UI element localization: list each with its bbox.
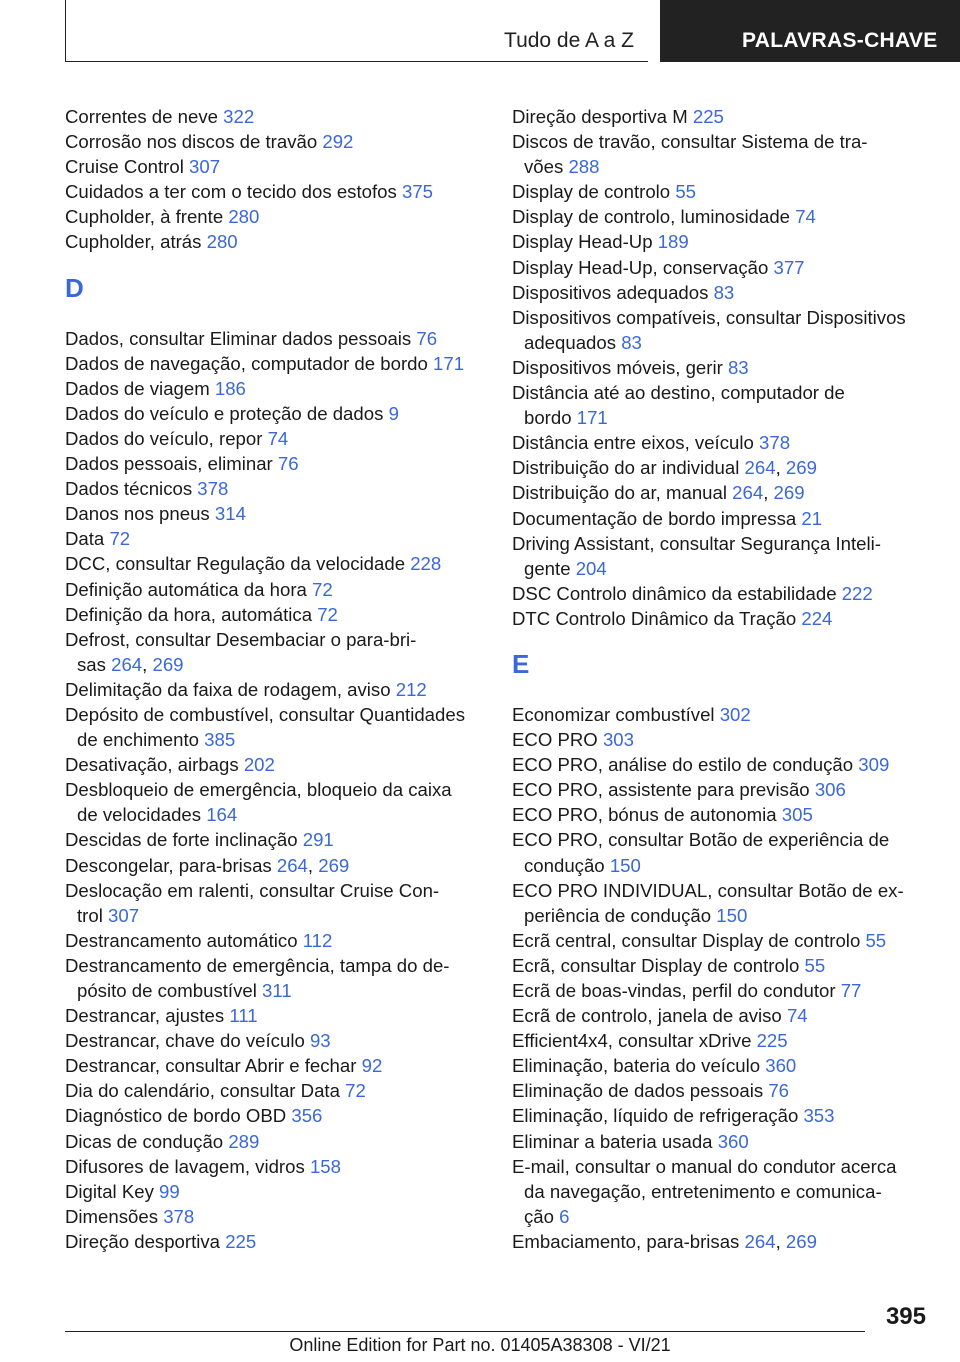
index-entry: Distribuição do ar individual 264, 269 <box>512 457 817 479</box>
index-entry <box>65 1003 485 1028</box>
index-term: adequados <box>524 331 617 353</box>
index-entry <box>512 1053 932 1078</box>
index-term: Cupholder, à frente <box>65 206 224 228</box>
page-reference-link[interactable]: 225 <box>692 106 724 127</box>
index-entry <box>512 1028 932 1053</box>
index-entry <box>512 878 932 903</box>
index-entry <box>65 526 485 551</box>
index-term: Driving Assistant, consultar Segurança Inteli- <box>512 532 881 554</box>
page-reference-link[interactable]: 21 <box>801 507 823 529</box>
index-entry <box>512 1078 932 1103</box>
index-entry <box>512 953 932 978</box>
page-reference-link[interactable]: 224 <box>801 607 833 629</box>
index-entry <box>65 827 485 852</box>
index-entry <box>65 376 485 401</box>
index-term: Distribuição do ar individual <box>512 457 740 479</box>
page-reference-link[interactable]: 76 <box>277 453 299 475</box>
page-reference-link[interactable]: 306 <box>814 779 846 801</box>
page-reference-link[interactable]: 269 <box>318 854 350 876</box>
index-term: Eliminação, bateria do veículo <box>512 1055 761 1077</box>
page-reference-link[interactable]: 353 <box>803 1105 835 1127</box>
index-term: condução <box>524 854 605 876</box>
index-term: Cupholder, atrás <box>65 231 202 253</box>
page-reference-link[interactable]: 305 <box>781 804 813 826</box>
index-term: Dados do veículo, repor <box>65 427 263 449</box>
page-reference-link[interactable]: 171 <box>576 407 608 429</box>
page-reference-link[interactable]: 288 <box>568 156 600 178</box>
index-entry <box>65 602 485 627</box>
index-term: Destrancamento de emergência, tampa do de- <box>65 954 450 976</box>
index-entry <box>65 451 485 476</box>
page-reference-link[interactable]: 222 <box>841 582 873 604</box>
index-term: Dispositivos móveis, gerir <box>512 356 723 378</box>
index-term: Destrancar, consultar Abrir e fechar <box>65 1055 357 1077</box>
index-entry <box>512 978 932 1003</box>
page-reference-link[interactable]: 76 <box>768 1080 790 1102</box>
page-reference-link[interactable]: 171 <box>433 352 465 374</box>
index-letter-heading: D <box>65 272 84 303</box>
index-term: Eliminar a bateria usada <box>512 1130 713 1152</box>
index-term: ECO PRO, assistente para previsão <box>512 779 810 801</box>
index-entry <box>512 506 932 531</box>
index-entry <box>512 802 932 827</box>
index-entry <box>512 104 932 129</box>
page-reference-link[interactable]: 264 <box>276 854 308 876</box>
index-term: de velocidades <box>77 804 202 826</box>
index-entry-continuation <box>65 903 485 928</box>
index-entry <box>65 1204 485 1229</box>
page-reference-link[interactable]: 225 <box>225 1230 257 1252</box>
page-reference-link[interactable]: 311 <box>262 980 292 1001</box>
index-term: Definição automática da hora <box>65 578 307 600</box>
index-entry-continuation <box>512 903 932 928</box>
index-entry <box>512 928 932 953</box>
page-reference-link[interactable]: 303 <box>602 729 634 751</box>
index-term: Efficient4x4, consultar xDrive <box>512 1030 752 1052</box>
page-reference-link[interactable]: 72 <box>317 603 338 625</box>
page-reference-link[interactable]: 72 <box>109 528 131 550</box>
index-term: DCC, consultar Regulação da velocidade <box>65 553 406 575</box>
index-term: Ecrã central, consultar Display de controlo <box>512 929 861 951</box>
index-term: Dados técnicos <box>65 478 193 500</box>
index-term: Display de controlo <box>512 181 671 203</box>
index-term: bordo <box>524 407 572 429</box>
page-reference-link[interactable]: 378 <box>197 478 229 500</box>
index-entry <box>512 1129 932 1154</box>
index-entry <box>65 351 485 376</box>
page-reference-link[interactable]: 302 <box>719 703 751 725</box>
index-entry <box>65 777 485 802</box>
index-term: ECO PRO, análise do estilo de condução <box>512 754 854 776</box>
page-reference-link[interactable]: 158 <box>309 1155 341 1177</box>
page-reference-link[interactable]: 289 <box>228 1130 260 1152</box>
page-reference-link[interactable]: 269 <box>785 457 817 479</box>
index-term: Deslocação em ralenti, consultar Cruise Con- <box>65 879 440 901</box>
index-term: Dispositivos compatíveis, consultar Dispositivos <box>512 306 906 328</box>
page-reference-link[interactable]: 164 <box>206 804 238 826</box>
page-reference-link[interactable]: 150 <box>609 854 641 876</box>
index-entry <box>65 104 485 129</box>
index-term: ção <box>524 1205 554 1227</box>
index-term: Cruise Control <box>65 156 184 178</box>
page-reference-link[interactable]: 112 <box>302 929 333 951</box>
page-reference-link[interactable]: 99 <box>159 1180 180 1202</box>
index-entry <box>65 577 485 602</box>
index-term: Distância entre eixos, veículo <box>512 432 754 454</box>
page-reference-link[interactable]: 385 <box>204 729 236 751</box>
page-reference-link[interactable]: 150 <box>716 904 748 926</box>
header-section-box <box>65 0 648 62</box>
index-entry-continuation <box>65 978 485 1003</box>
index-entry-continuation <box>512 1179 932 1204</box>
index-entry <box>512 129 932 154</box>
index-entry <box>512 777 932 802</box>
page-reference-link[interactable]: 9 <box>388 402 399 424</box>
index-entry <box>512 355 932 380</box>
index-term: periência de condução <box>524 904 712 926</box>
page-reference-link[interactable]: 269 <box>785 1230 817 1252</box>
page-reference-link[interactable]: 93 <box>309 1030 331 1052</box>
page-reference-link[interactable]: 377 <box>773 256 805 278</box>
index-term: Dispositivos adequados <box>512 281 709 303</box>
index-term: Cuidados a ter com o tecido dos estofos <box>65 181 397 203</box>
index-entry <box>512 179 932 204</box>
index-term: Data <box>65 528 105 550</box>
index-entry <box>512 1003 932 1028</box>
index-entry <box>512 752 932 777</box>
footer-divider <box>65 1331 865 1332</box>
index-term: Dados, consultar Eliminar dados pessoais <box>65 327 412 349</box>
index-term: Dimensões <box>65 1205 159 1227</box>
index-term: Embaciamento, para-brisas <box>512 1230 740 1252</box>
page-reference-link[interactable]: 307 <box>189 156 221 178</box>
page-reference-link[interactable]: 375 <box>401 181 433 203</box>
index-term: Difusores de lavagem, vidros <box>65 1155 305 1177</box>
index-term: Depósito de combustível, consultar Quantidades <box>65 703 465 725</box>
index-entry <box>512 606 932 631</box>
index-term: Danos nos pneus <box>65 503 210 525</box>
index-entry-continuation <box>512 405 932 430</box>
page-reference-link[interactable]: 212 <box>395 678 427 700</box>
page-reference-link[interactable]: 74 <box>795 206 816 228</box>
page-reference-link[interactable]: 292 <box>322 131 354 153</box>
page-reference-link[interactable]: 322 <box>223 106 255 127</box>
index-entry-continuation: sas 264, 269 <box>77 653 184 675</box>
index-entry-continuation <box>65 727 485 752</box>
index-entry <box>512 305 932 330</box>
index-entry <box>65 476 485 501</box>
index-entry <box>65 1028 485 1053</box>
page-reference-link[interactable]: 72 <box>312 578 333 600</box>
index-term: Ecrã de controlo, janela de aviso <box>512 1005 782 1027</box>
page-reference-link[interactable]: 309 <box>858 754 890 776</box>
page-reference-link[interactable]: 228 <box>410 553 442 575</box>
index-entry <box>65 1078 485 1103</box>
page-reference-link[interactable]: 356 <box>291 1105 323 1127</box>
page-reference-link[interactable]: 378 <box>759 432 791 454</box>
index-entry <box>512 1103 932 1128</box>
index-term: ECO PRO, consultar Botão de experiência de <box>512 829 890 851</box>
index-term: trol <box>77 904 103 926</box>
index-term: Direção desportiva M <box>512 106 688 127</box>
index-term: Ecrã de boas-vindas, perfil do condutor <box>512 980 836 1001</box>
page-reference-link[interactable]: 314 <box>214 503 246 525</box>
index-entry <box>65 1129 485 1154</box>
page-reference-link[interactable]: 55 <box>804 954 826 976</box>
index-entry <box>512 827 932 852</box>
page-reference-link[interactable]: 269 <box>152 653 184 675</box>
index-term: Defrost, consultar Desembaciar o para-bri- <box>65 628 417 650</box>
index-term: Descongelar, para-brisas <box>65 854 272 876</box>
page-reference-link[interactable]: 360 <box>765 1055 797 1077</box>
index-entry <box>512 581 932 606</box>
index-term: ECO PRO INDIVIDUAL, consultar Botão de ex- <box>512 879 904 901</box>
page-reference-link[interactable]: 74 <box>786 1005 808 1027</box>
page-reference-link[interactable]: 264 <box>732 482 764 504</box>
index-entry <box>512 204 932 229</box>
index-term: Display Head-Up, conservação <box>512 256 769 278</box>
index-term: Distância até ao destino, computador de <box>512 382 845 404</box>
index-term: Dados pessoais, eliminar <box>65 453 273 475</box>
page-reference-link[interactable]: 189 <box>657 231 689 253</box>
index-entry <box>65 1103 485 1128</box>
index-entry <box>512 280 932 305</box>
index-entry <box>65 229 485 254</box>
page-reference-link[interactable]: 83 <box>621 331 642 353</box>
index-entry <box>65 1229 485 1254</box>
index-entry <box>512 255 932 280</box>
page-reference-link[interactable]: 55 <box>865 929 887 951</box>
page-reference-link[interactable]: 55 <box>675 181 696 203</box>
page-reference-link[interactable]: 307 <box>108 904 140 926</box>
index-term: Eliminação, líquido de refrigeração <box>512 1105 799 1127</box>
page-reference-link[interactable]: 186 <box>214 377 246 399</box>
index-entry <box>65 627 485 652</box>
index-term: Economizar combustível <box>512 703 715 725</box>
index-entry <box>65 878 485 903</box>
index-term: Destrancamento automático <box>65 929 298 951</box>
page-reference-link[interactable]: 6 <box>559 1205 570 1227</box>
index-entry <box>65 1179 485 1204</box>
index-entry-continuation <box>65 802 485 827</box>
page-reference-link[interactable]: 360 <box>717 1130 749 1152</box>
index-term: Desbloqueio de emergência, bloqueio da caixa <box>65 779 452 801</box>
header-section-title: Tudo de A a Z <box>504 29 634 52</box>
index-term: vões <box>524 156 564 178</box>
index-entry <box>512 430 932 455</box>
index-entry <box>65 401 485 426</box>
index-entry <box>512 1154 932 1179</box>
page-number: 395 <box>885 1303 926 1330</box>
index-entry-continuation <box>512 330 932 355</box>
page-reference-link[interactable]: 202 <box>243 754 275 776</box>
index-entry <box>65 129 485 154</box>
header-tab-label: PALAVRAS-CHAVE <box>742 29 938 52</box>
index-entry <box>512 531 932 556</box>
index-term: Correntes de neve <box>65 106 218 127</box>
index-term: Dados de viagem <box>65 377 210 399</box>
index-term: Dados do veículo e proteção de dados <box>65 402 384 424</box>
index-term: ECO PRO, bónus de autonomia <box>512 804 777 826</box>
index-term: Display Head-Up <box>512 231 653 253</box>
index-entry <box>65 426 485 451</box>
index-entry: Embaciamento, para-brisas 264, 269 <box>512 1230 817 1252</box>
page-reference-link[interactable]: 269 <box>773 482 805 504</box>
index-term: E-mail, consultar o manual do condutor acerca <box>512 1155 897 1177</box>
index-term: Desativação, airbags <box>65 754 239 776</box>
index-term: de enchimento <box>77 729 199 751</box>
page-reference-link[interactable]: 92 <box>361 1055 383 1077</box>
index-column-right <box>512 104 932 1254</box>
index-term: sas <box>77 653 106 675</box>
index-entry <box>65 953 485 978</box>
index-term: Delimitação da faixa de rodagem, aviso <box>65 678 391 700</box>
index-entry <box>512 727 932 752</box>
index-term: Display de controlo, luminosidade <box>512 206 791 228</box>
index-term: Destrancar, ajustes <box>65 1005 225 1027</box>
index-entry-continuation <box>512 853 932 878</box>
index-entry <box>512 380 932 405</box>
page-reference-link[interactable]: 77 <box>840 980 862 1001</box>
index-term: Dados de navegação, computador de bordo <box>65 352 428 374</box>
page-reference-link[interactable]: 280 <box>206 231 238 253</box>
index-entry-continuation <box>512 1204 932 1229</box>
index-term: DTC Controlo Dinâmico da Tração <box>512 607 797 629</box>
index-term: Ecrã, consultar Display de controlo <box>512 954 800 976</box>
index-term: Corrosão nos discos de travão <box>65 131 318 153</box>
index-entry <box>512 229 932 254</box>
index-term: Eliminação de dados pessoais <box>512 1080 764 1102</box>
page-reference-link[interactable]: 264 <box>744 457 776 479</box>
index-entry <box>65 928 485 953</box>
index-entry <box>65 1053 485 1078</box>
index-term: Definição da hora, automática <box>65 603 313 625</box>
index-entry <box>65 204 485 229</box>
index-entry <box>65 1154 485 1179</box>
index-term: pósito de combustível <box>77 980 257 1001</box>
page-reference-link[interactable]: 72 <box>345 1080 366 1102</box>
index-entry <box>65 551 485 576</box>
index-term: Dicas de condução <box>65 1130 224 1152</box>
index-term: DSC Controlo dinâmico da estabilidade <box>512 582 837 604</box>
index-entry <box>65 326 485 351</box>
index-term: Dia do calendário, consultar Data <box>65 1080 340 1102</box>
index-term: Digital Key <box>65 1180 154 1202</box>
index-term: Discos de travão, consultar Sistema de tra- <box>512 131 868 153</box>
index-term: da navegação, entretenimento e comunica- <box>524 1180 882 1202</box>
index-entry <box>65 752 485 777</box>
index-term: Distribuição do ar, manual <box>512 482 727 504</box>
page-reference-link[interactable]: 378 <box>163 1205 195 1227</box>
page-reference-link[interactable]: 264 <box>111 653 143 675</box>
index-entry <box>65 501 485 526</box>
index-entry <box>65 677 485 702</box>
index-term: Descidas de forte inclinação <box>65 829 298 851</box>
header-tab <box>660 0 960 62</box>
page-reference-link[interactable]: 264 <box>744 1230 776 1252</box>
page-reference-link[interactable]: 280 <box>228 206 260 228</box>
index-term: Destrancar, chave do veículo <box>65 1030 305 1052</box>
index-column-left <box>65 104 485 1254</box>
page-reference-link[interactable]: 291 <box>302 829 334 851</box>
index-entry-continuation <box>512 556 932 581</box>
index-term: Documentação de bordo impressa <box>512 507 797 529</box>
page-reference-link[interactable]: 83 <box>727 356 749 378</box>
index-term: Direção desportiva <box>65 1230 221 1252</box>
index-entry <box>65 702 485 727</box>
page-reference-link[interactable]: 111 <box>229 1005 258 1027</box>
index-entry: Distribuição do ar, manual 264, 269 <box>512 482 805 504</box>
index-entry: Descongelar, para-brisas 264, 269 <box>65 854 350 876</box>
index-letter-heading: E <box>512 648 530 679</box>
page-reference-link[interactable]: 225 <box>756 1030 788 1052</box>
footer-edition-text: Online Edition for Part no. 01405A38308 - VI/21 <box>289 1335 671 1355</box>
index-term: Diagnóstico de bordo OBD <box>65 1105 287 1127</box>
index-entry-continuation <box>512 154 932 179</box>
page-reference-link[interactable]: 74 <box>267 427 289 449</box>
page-reference-link[interactable]: 204 <box>575 557 607 579</box>
index-term: gente <box>524 557 571 579</box>
index-term: ECO PRO <box>512 729 598 751</box>
index-entry <box>65 154 485 179</box>
page-reference-link[interactable]: 83 <box>713 281 735 303</box>
index-entry <box>65 179 485 204</box>
index-entry <box>512 702 932 727</box>
page-reference-link[interactable]: 76 <box>416 327 438 349</box>
